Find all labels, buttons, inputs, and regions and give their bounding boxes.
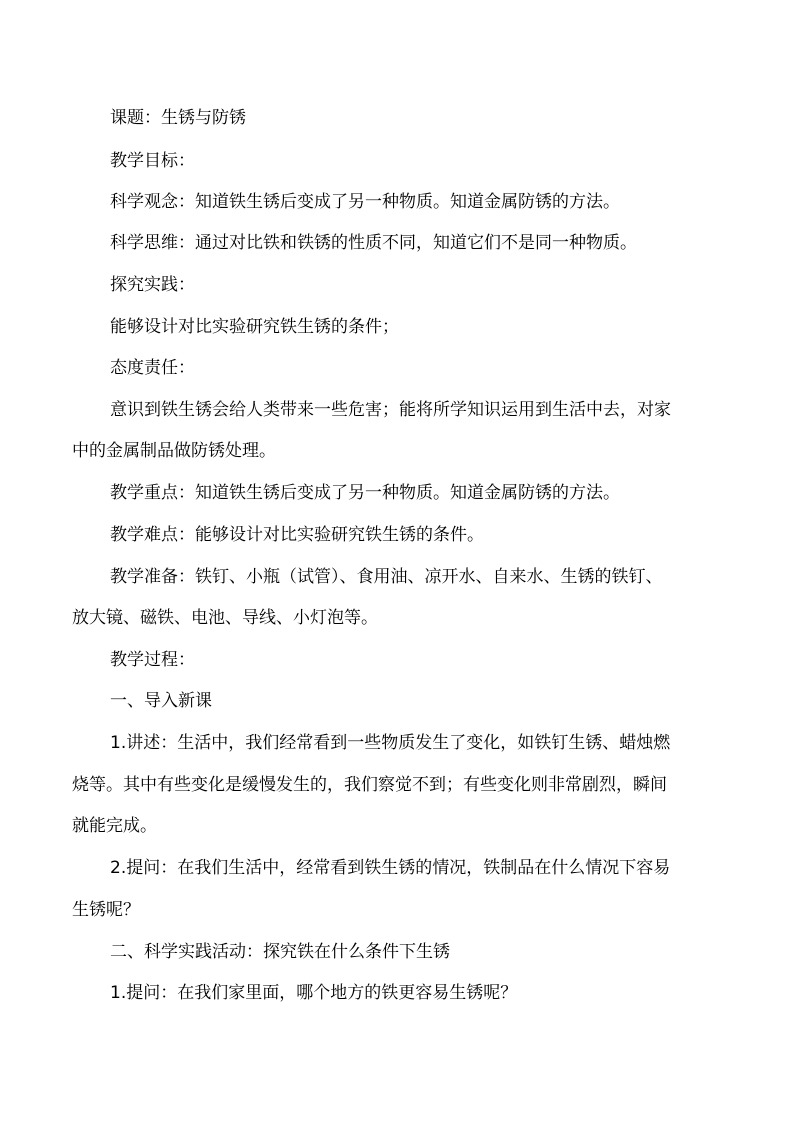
item-1-line-3: 就能完成。 [72, 816, 157, 836]
process-heading: 教学过程： [110, 650, 195, 670]
lesson-title: 课题：生锈与防锈 [110, 108, 246, 128]
attitude-body-line-2: 中的金属制品做防锈处理。 [72, 441, 276, 461]
prep-line-2: 放大镜、磁铁、电池、导线、小灯泡等。 [72, 608, 378, 628]
key-point: 教学重点：知道铁生锈后变成了另一种物质。知道金属防锈的方法。 [110, 483, 620, 503]
section-2-heading: 二、科学实践活动：探究铁在什么条件下生锈 [110, 942, 450, 962]
item-3: 1.提问：在我们家里面，哪个地方的铁更容易生锈呢？ [110, 983, 518, 1003]
objectives-heading: 教学目标： [110, 151, 195, 171]
objective-thinking: 科学思维：通过对比铁和铁锈的性质不同，知道它们不是同一种物质。 [110, 233, 637, 253]
attitude-body-line-1: 意识到铁生锈会给人类带来一些危害；能将所学知识运用到生活中去，对家 [110, 400, 671, 420]
objective-concept: 科学观念：知道铁生锈后变成了另一种物质。知道金属防锈的方法。 [110, 192, 620, 212]
practice-heading: 探究实践： [110, 275, 195, 295]
item-2-line-1: 2.提问：在我们生活中，经常看到铁生锈的情况，铁制品在什么情况下容易 [110, 858, 671, 878]
practice-body: 能够设计对比实验研究铁生锈的条件； [110, 317, 399, 337]
item-2-line-2: 生锈呢？ [72, 900, 140, 920]
prep-line-1: 教学准备：铁钉、小瓶（试管）、食用油、凉开水、自来水、生锈的铁钉、 [110, 567, 663, 587]
difficulty: 教学难点：能够设计对比实验研究铁生锈的条件。 [110, 525, 484, 545]
item-1-line-2: 烧等。其中有些变化是缓慢发生的，我们察觉不到；有些变化则非常剧烈，瞬间 [72, 775, 667, 795]
section-1-heading: 一、导入新课 [110, 691, 212, 711]
attitude-heading: 态度责任： [110, 358, 195, 378]
item-1-line-1: 1.讲述：生活中，我们经常看到一些物质发生了变化，如铁钉生锈、蜡烛燃 [110, 733, 671, 753]
